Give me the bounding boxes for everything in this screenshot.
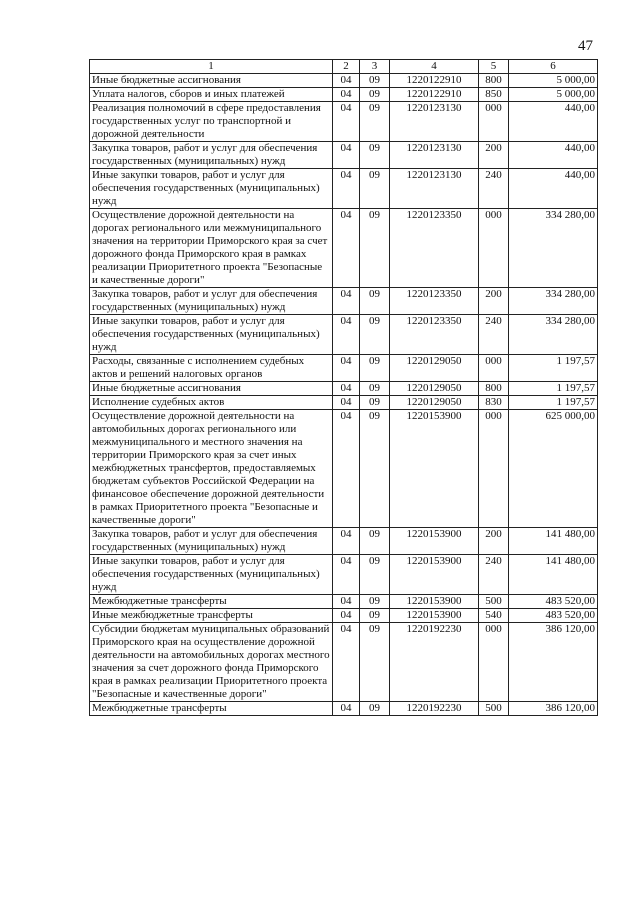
cell-subsection: 09 [360,209,390,288]
cell-target-code: 1220153900 [390,609,479,623]
cell-subsection: 09 [360,88,390,102]
table-row [90,623,598,702]
cell-target-code: 1220123350 [390,288,479,315]
cell-target-code: 1220129050 [390,355,479,382]
cell-expense-type: 200 [479,142,509,169]
cell-subsection: 09 [360,315,390,355]
cell-expense-type: 240 [479,169,509,209]
cell-name: Субсидии бюджетам муниципальных образований Приморского края на осуществление дорожной деятельности на автомобильных дорогах местного значения за счет дорожного фонда Приморского края в рамках реализации Приоритетного проекта "Безопасные и качественные дороги" [90,623,333,702]
cell-section: 04 [333,623,360,702]
cell-section: 04 [333,702,360,716]
cell-name: Иные закупки товаров, работ и услуг для обеспечения государственных (муниципальных) нужд [90,315,333,355]
cell-expense-type: 540 [479,609,509,623]
cell-amount: 483 520,00 [509,595,598,609]
table-row [90,315,598,355]
cell-section: 04 [333,528,360,555]
cell-amount: 334 280,00 [509,209,598,288]
cell-amount: 440,00 [509,169,598,209]
table-row [90,355,598,382]
table-row [90,382,598,396]
header-cell-target-code: 4 [390,60,479,74]
cell-section: 04 [333,555,360,595]
cell-expense-type: 000 [479,209,509,288]
cell-name: Иные бюджетные ассигнования [90,382,333,396]
cell-name: Иные закупки товаров, работ и услуг для обеспечения государственных (муниципальных) нужд [90,169,333,209]
cell-target-code: 1220153900 [390,595,479,609]
cell-name: Иные межбюджетные трансферты [90,609,333,623]
cell-expense-type: 000 [479,355,509,382]
budget-table [89,59,598,716]
cell-name: Иные закупки товаров, работ и услуг для обеспечения государственных (муниципальных) нужд [90,555,333,595]
header-cell-amount: 6 [509,60,598,74]
table-row [90,102,598,142]
cell-amount: 440,00 [509,102,598,142]
cell-expense-type: 800 [479,74,509,88]
cell-section: 04 [333,410,360,528]
cell-expense-type: 830 [479,396,509,410]
cell-name: Иные бюджетные ассигнования [90,74,333,88]
cell-section: 04 [333,142,360,169]
cell-section: 04 [333,288,360,315]
header-cell-expense-type: 5 [479,60,509,74]
cell-subsection: 09 [360,142,390,169]
cell-name: Расходы, связанные с исполнением судебных актов и решений налоговых органов [90,355,333,382]
cell-subsection: 09 [360,609,390,623]
table-row [90,88,598,102]
cell-name: Закупка товаров, работ и услуг для обеспечения государственных (муниципальных) нужд [90,288,333,315]
cell-section: 04 [333,102,360,142]
cell-subsection: 09 [360,528,390,555]
cell-amount: 334 280,00 [509,315,598,355]
cell-subsection: 09 [360,74,390,88]
cell-section: 04 [333,74,360,88]
cell-subsection: 09 [360,396,390,410]
cell-amount: 440,00 [509,142,598,169]
cell-amount: 5 000,00 [509,88,598,102]
cell-section: 04 [333,382,360,396]
cell-target-code: 1220129050 [390,382,479,396]
cell-target-code: 1220153900 [390,555,479,595]
cell-subsection: 09 [360,595,390,609]
cell-subsection: 09 [360,102,390,142]
cell-expense-type: 000 [479,410,509,528]
cell-subsection: 09 [360,623,390,702]
cell-amount: 386 120,00 [509,623,598,702]
budget-table-body [90,60,598,716]
cell-amount: 334 280,00 [509,288,598,315]
table-row [90,74,598,88]
cell-amount: 1 197,57 [509,396,598,410]
cell-section: 04 [333,315,360,355]
cell-amount: 625 000,00 [509,410,598,528]
cell-amount: 141 480,00 [509,555,598,595]
cell-subsection: 09 [360,410,390,528]
cell-name: Осуществление дорожной деятельности на дорогах регионального или межмуниципального значения на территории Приморского края за счет дорожного фонда Приморского края в рамках реализации Приоритетного проекта "Безопасные и качественные дороги" [90,209,333,288]
table-row [90,609,598,623]
cell-expense-type: 850 [479,88,509,102]
cell-name: Закупка товаров, работ и услуг для обеспечения государственных (муниципальных) нужд [90,142,333,169]
cell-expense-type: 200 [479,528,509,555]
cell-target-code: 1220153900 [390,410,479,528]
cell-amount: 386 120,00 [509,702,598,716]
cell-target-code: 1220123350 [390,315,479,355]
cell-expense-type: 500 [479,595,509,609]
cell-name: Осуществление дорожной деятельности на автомобильных дорогах регионального или межмуниципального и местного значения на территории Приморского края за счет иных межбюджетных трансфертов, предоставляемых бюджетам субъектов Российской Федерации на финансовое обеспечение дорожной деятельности в рамках Приоритетного проекта "Безопасные и качественные дороги" [90,410,333,528]
cell-expense-type: 240 [479,555,509,595]
header-cell-name: 1 [90,60,333,74]
cell-subsection: 09 [360,355,390,382]
table-row [90,209,598,288]
table-row [90,142,598,169]
cell-target-code: 1220123130 [390,142,479,169]
cell-expense-type: 500 [479,702,509,716]
cell-section: 04 [333,609,360,623]
cell-expense-type: 000 [479,623,509,702]
cell-section: 04 [333,595,360,609]
cell-amount: 1 197,57 [509,355,598,382]
cell-name: Межбюджетные трансферты [90,595,333,609]
cell-name: Закупка товаров, работ и услуг для обеспечения государственных (муниципальных) нужд [90,528,333,555]
cell-target-code: 1220122910 [390,74,479,88]
cell-expense-type: 240 [479,315,509,355]
cell-subsection: 09 [360,382,390,396]
cell-section: 04 [333,355,360,382]
cell-expense-type: 200 [479,288,509,315]
cell-amount: 141 480,00 [509,528,598,555]
table-row [90,169,598,209]
cell-section: 04 [333,88,360,102]
cell-name: Уплата налогов, сборов и иных платежей [90,88,333,102]
cell-subsection: 09 [360,555,390,595]
cell-target-code: 1220129050 [390,396,479,410]
cell-section: 04 [333,396,360,410]
table-row [90,288,598,315]
cell-subsection: 09 [360,288,390,315]
cell-target-code: 1220192230 [390,702,479,716]
cell-expense-type: 800 [479,382,509,396]
header-cell-subsection: 3 [360,60,390,74]
cell-name: Реализация полномочий в сфере предоставления государственных услуг по транспортной и дорожной деятельности [90,102,333,142]
cell-name: Межбюджетные трансферты [90,702,333,716]
cell-amount: 1 197,57 [509,382,598,396]
cell-name: Исполнение судебных актов [90,396,333,410]
table-row [90,528,598,555]
cell-expense-type: 000 [479,102,509,142]
table-row [90,555,598,595]
cell-section: 04 [333,209,360,288]
table-row [90,410,598,528]
table-header-row [90,60,598,74]
table-row [90,396,598,410]
cell-target-code: 1220123130 [390,169,479,209]
cell-target-code: 1220122910 [390,88,479,102]
page-number: 47 [578,38,593,54]
cell-section: 04 [333,169,360,209]
cell-subsection: 09 [360,702,390,716]
cell-amount: 5 000,00 [509,74,598,88]
cell-target-code: 1220153900 [390,528,479,555]
header-cell-section: 2 [333,60,360,74]
table-row [90,702,598,716]
cell-subsection: 09 [360,169,390,209]
cell-target-code: 1220192230 [390,623,479,702]
cell-target-code: 1220123130 [390,102,479,142]
table-row [90,595,598,609]
cell-amount: 483 520,00 [509,609,598,623]
cell-target-code: 1220123350 [390,209,479,288]
